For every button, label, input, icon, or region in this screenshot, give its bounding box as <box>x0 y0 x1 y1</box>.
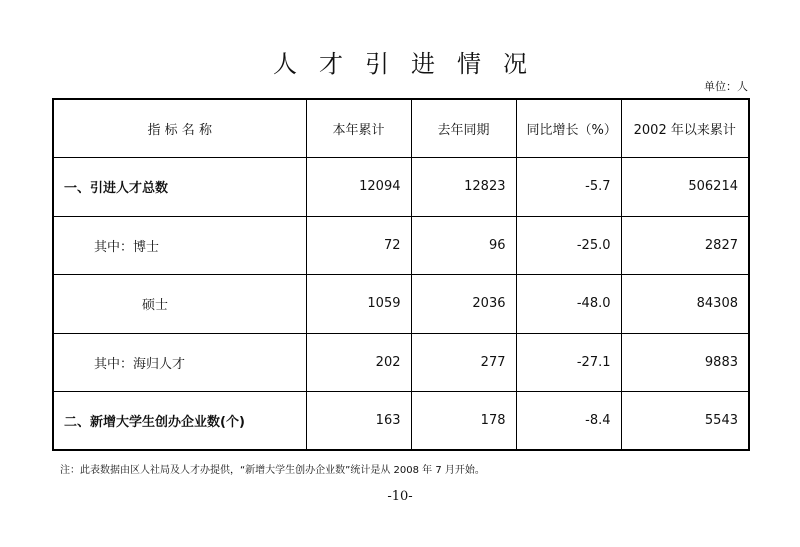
cell: 1059 <box>306 275 411 334</box>
row-name: 其中：博士 <box>53 216 306 275</box>
cell: 12094 <box>306 158 411 217</box>
cell: 178 <box>411 392 516 451</box>
table-row <box>53 158 749 217</box>
row-name: 一、引进人才总数 <box>53 158 306 217</box>
header-indicator: 指 标 名 称 <box>53 99 306 158</box>
page-title: 人才引进情况 <box>273 50 549 78</box>
cell: 2036 <box>411 275 516 334</box>
table-row <box>53 216 749 275</box>
cell: 12823 <box>411 158 516 217</box>
cell: 506214 <box>621 158 749 217</box>
cell: 2827 <box>621 216 749 275</box>
cell: -5.7 <box>516 158 621 217</box>
footnote: 注：此表数据由区人社局及人才办提供，“新增大学生创办企业数”统计是从 2008 年 7 月开始。 <box>60 465 485 476</box>
cell: -8.4 <box>516 392 621 451</box>
row-name: 二、新增大学生创办企业数(个) <box>53 392 306 451</box>
cell: 96 <box>411 216 516 275</box>
unit-label: 单位：人 <box>704 80 748 93</box>
table-row <box>53 333 749 392</box>
header-this-year: 本年累计 <box>306 99 411 158</box>
header-cumulative: 2002 年以来累计 <box>621 99 749 158</box>
page-number: -10- <box>387 489 413 504</box>
table-header <box>53 99 749 158</box>
cell: -27.1 <box>516 333 621 392</box>
header-last-year: 去年同期 <box>411 99 516 158</box>
cell: 84308 <box>621 275 749 334</box>
table-row <box>53 392 749 451</box>
row-name: 硕士 <box>53 275 306 334</box>
table-row <box>53 275 749 334</box>
cell: -48.0 <box>516 275 621 334</box>
cell: 9883 <box>621 333 749 392</box>
cell: 72 <box>306 216 411 275</box>
row-name: 其中：海归人才 <box>53 333 306 392</box>
header-growth: 同比增长（%） <box>516 99 621 158</box>
cell: 5543 <box>621 392 749 451</box>
cell: 277 <box>411 333 516 392</box>
cell: 163 <box>306 392 411 451</box>
talent-table <box>52 98 750 451</box>
cell: -25.0 <box>516 216 621 275</box>
cell: 202 <box>306 333 411 392</box>
